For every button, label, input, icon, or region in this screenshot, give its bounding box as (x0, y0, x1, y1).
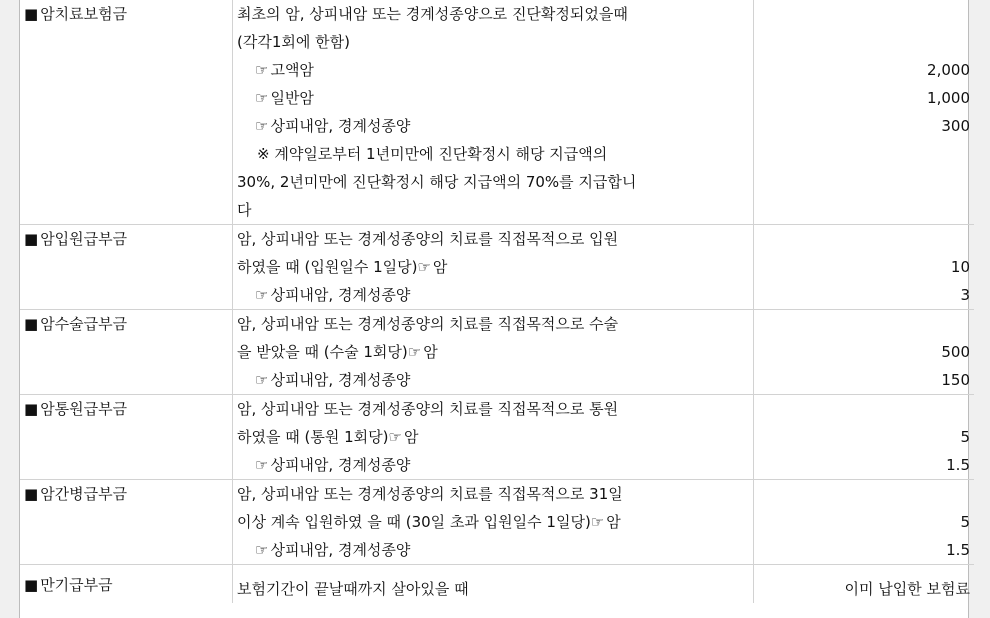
note-line: ※ 계약일로부터 1년미만에 진단확정시 해당 지급액의 (257, 145, 608, 163)
hand-pointer-icon: ☞ (255, 61, 269, 79)
desc-item: 상피내암, 경계성종양 (270, 541, 411, 559)
table-row (20, 395, 974, 480)
benefit-amount-cell (754, 310, 975, 395)
benefit-name-cell (20, 565, 233, 604)
hand-pointer-icon: ☞ (255, 456, 269, 474)
desc-line: 최초의 암, 상피내암 또는 경계성종양으로 진단확정되었을때 (237, 5, 628, 23)
note-line: 30%, 2년미만에 진단확정시 해당 지급액의 70%를 지급합니 (237, 173, 637, 191)
desc-line: 암, 상피내암 또는 경계성종양의 치료를 직접목적으로 입원 (237, 230, 619, 248)
benefit-desc-cell (233, 395, 754, 480)
amount-value: 5 (960, 513, 970, 531)
desc-line: 보험기간이 끝날때까지 살아있을 때 (237, 580, 469, 598)
benefit-amount-cell (754, 565, 975, 604)
table-row (20, 310, 974, 395)
amount-value: 3 (960, 286, 970, 304)
desc-item: 암 (423, 343, 438, 361)
benefit-name: 만기급부금 (40, 576, 113, 594)
hand-pointer-icon: ☞ (407, 343, 422, 361)
black-square-icon: ■ (24, 230, 39, 248)
benefit-desc-cell (233, 565, 754, 604)
benefit-amount-cell (754, 480, 975, 565)
black-square-icon: ■ (24, 315, 39, 333)
benefit-name-cell (20, 225, 233, 310)
desc-item: 암 (606, 513, 621, 531)
table-row (20, 225, 974, 310)
desc-item: 상피내암, 경계성종양 (270, 117, 411, 135)
benefit-name-cell (20, 395, 233, 480)
benefit-name-cell (20, 0, 233, 225)
benefit-amount-cell (754, 225, 975, 310)
benefit-amount-cell (754, 0, 975, 225)
amount-value: 1.5 (946, 541, 970, 559)
amount-value: 5 (960, 428, 970, 446)
desc-item: 상피내암, 경계성종양 (270, 286, 411, 304)
table-row (20, 480, 974, 565)
desc-item: 상피내암, 경계성종양 (270, 371, 411, 389)
benefit-name: 암입원급부금 (40, 230, 128, 248)
benefit-name: 암간병급부금 (40, 485, 128, 503)
amount-value: 2,000 (927, 61, 970, 79)
hand-pointer-icon: ☞ (417, 258, 431, 276)
table-row (20, 0, 974, 225)
desc-line: 을 받았을 때 (수술 1회당) (237, 343, 408, 361)
desc-line: 암, 상피내암 또는 경계성종양의 치료를 직접목적으로 31일 (237, 485, 623, 503)
amount-value: 1.5 (946, 456, 970, 474)
hand-pointer-icon: ☞ (255, 541, 269, 559)
desc-item: 상피내암, 경계성종양 (270, 456, 411, 474)
black-square-icon: ■ (24, 485, 39, 503)
benefit-name: 암치료보험금 (40, 5, 128, 23)
amount-value: 1,000 (927, 89, 970, 107)
amount-value: 10 (950, 258, 970, 276)
benefit-table (20, 0, 974, 603)
desc-line: 암, 상피내암 또는 경계성종양의 치료를 직접목적으로 수술 (237, 315, 619, 333)
benefit-name: 암통원급부금 (40, 400, 128, 418)
hand-pointer-icon: ☞ (255, 286, 269, 304)
benefit-desc-cell (233, 310, 754, 395)
benefit-desc-cell (233, 225, 754, 310)
desc-item: 암 (403, 428, 419, 446)
hand-pointer-icon: ☞ (255, 89, 269, 107)
benefit-name: 암수술급부금 (40, 315, 128, 333)
desc-item: 암 (432, 258, 448, 276)
amount-value: 150 (941, 371, 970, 389)
hand-pointer-icon: ☞ (388, 428, 402, 446)
desc-line: (각각1회에 한함) (237, 33, 350, 51)
black-square-icon: ■ (24, 400, 39, 418)
desc-item: 고액암 (270, 61, 314, 79)
benefit-name-cell (20, 480, 233, 565)
amount-value: 이미 납입한 보험료 (844, 580, 970, 598)
amount-value: 300 (941, 117, 970, 135)
amount-value: 500 (941, 343, 970, 361)
note-line: 다 (237, 201, 252, 219)
benefit-amount-cell (754, 395, 975, 480)
benefit-desc-cell (233, 480, 754, 565)
benefit-table-frame (19, 0, 969, 618)
hand-pointer-icon: ☞ (255, 371, 269, 389)
table-row (20, 565, 974, 604)
desc-line: 이상 계속 입원하였 을 때 (30일 초과 입원일수 1일당) (237, 513, 591, 531)
black-square-icon: ■ (24, 5, 39, 23)
hand-pointer-icon: ☞ (590, 513, 605, 531)
hand-pointer-icon: ☞ (255, 117, 269, 135)
desc-line: 암, 상피내암 또는 경계성종양의 치료를 직접목적으로 통원 (237, 400, 619, 418)
desc-line: 하였을 때 (입원일수 1일당) (237, 258, 418, 276)
black-square-icon: ■ (24, 576, 39, 594)
benefit-name-cell (20, 310, 233, 395)
desc-item: 일반암 (270, 89, 314, 107)
benefit-desc-cell (233, 0, 754, 225)
desc-line: 하였을 때 (통원 1회당) (237, 428, 389, 446)
